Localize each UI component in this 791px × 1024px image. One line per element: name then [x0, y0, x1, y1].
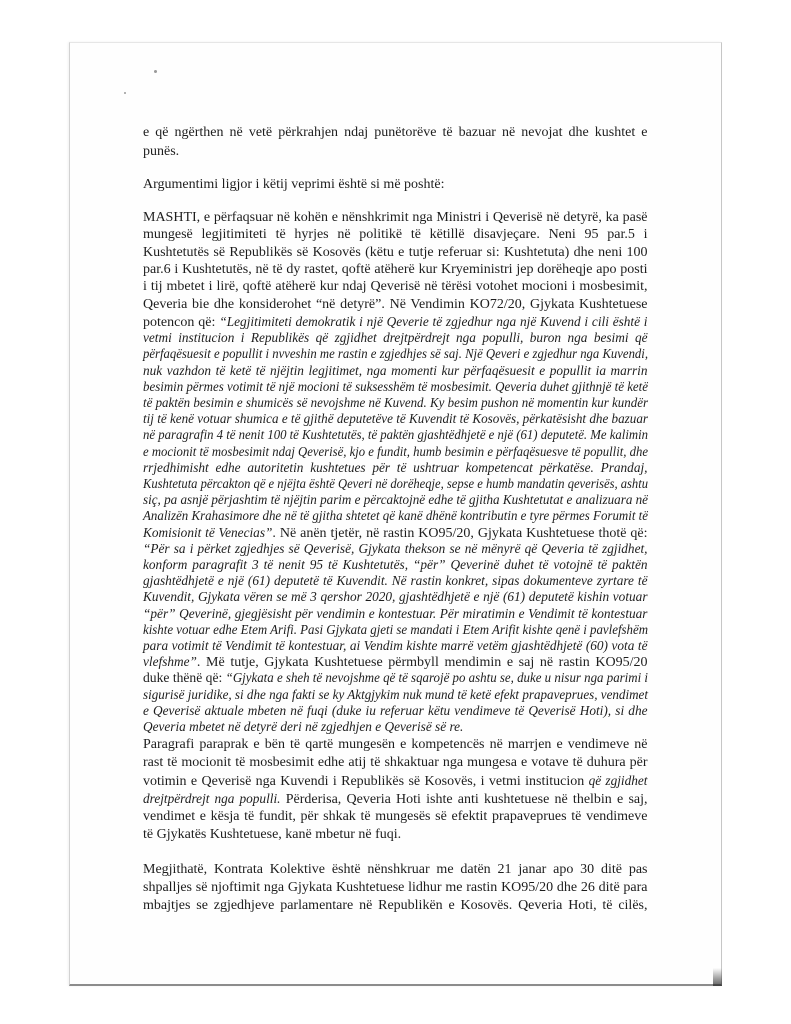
italic-quotation: tij të kenë votuar shumica e të gjithë deputetëve të Kuvendit të Kosovës, përkatësisht dhe bazuar [143, 411, 648, 427]
italic-quotation: Analizën Krahasimore dhe në të gjitha shtetet që kanë dhënë kontributin e tyre përmes Forumit të [143, 508, 648, 524]
text-line [143, 278, 648, 296]
document-text [143, 0, 648, 1024]
italic-quotation: gjashtëdhjetë e një (61) deputetë të Kuvendit. Në rastin konkret, sipas dokumenteve zyrtare të [143, 573, 648, 589]
italic-quotation: konform paragrafit 3 të nenit 95 të Kushtetutës, “për” Qeverinë duhet të votojnë të paktën [143, 557, 648, 572]
text-segment: MASHTI, e përfaqsuar në kohën e nënshkrimit nga Ministri i Qeverisë në detyrë, ka pasë [143, 210, 648, 225]
text-line [143, 879, 648, 897]
text-line [143, 244, 648, 262]
text-segment: . Më tutje, Gjykata Kushtetuese përmbyll mendimin e saj në rastin KO95/20 [196, 655, 648, 671]
text-segment: shpalljes së njoftimit nga Gjykata Kushtetuese lidhur me rastin KO95/20 dhe 26 ditë para [143, 880, 648, 895]
italic-quotation: “për” Qeverinë, gjegjësisht për vendimin e kontestuar. Për miratimin e Vendimit të kontestuar [143, 605, 648, 621]
italic-quotation: Qeveria mbetet në detyrë deri në zgjedhjen e Qeverisë së re. [143, 719, 464, 734]
text-line [143, 296, 648, 314]
text-line [143, 826, 648, 844]
line-content [143, 826, 401, 844]
italic-quotation: drejtpërdrejt nga populli. [143, 791, 281, 806]
line-content [143, 176, 444, 194]
italic-quotation: Kushtetuta përcakton që e njëjta është Qeveri në dorëheqje, sepse e humb mandatin qeverisës, ashtu [143, 476, 648, 491]
text-segment: mungesë legjitimiteti të hyrjes në politikë të këtillë disavjeçare. Neni 95 par.5 i [143, 227, 648, 243]
line-content [143, 790, 648, 809]
line-content [143, 124, 648, 142]
text-segment: duke thënë që: [143, 671, 226, 687]
text-segment: Megjithatë, Kontrata Kolektive është nënshkruar me datën 21 janar apo 30 ditë pas [143, 862, 648, 877]
italic-quotation: në paragrafin 4 të nenit 100 të Kushtetutës, të paktën gjashtëdhjetë e një (61) deputetë. Me kalimin [143, 427, 648, 443]
italic-quotation: besimin përmes votimit të një mocioni të suksesshëm të mosbesimit. Qeveria duhet gjithnjë të ketë [143, 378, 648, 394]
text-segment: Përderisa, Qeveria Hoti ishte anti kushtetuese në thelbin e saj, [280, 792, 648, 807]
text-line [143, 808, 648, 826]
line-content [143, 754, 648, 772]
italic-quotation: siç, pa asnjë përjashtim të njëjtin parim e përcaktojnë edhe të gjitha Kushtetutat e analizuara në [143, 492, 648, 508]
line-content [143, 143, 179, 161]
italic-quotation: Komisionit të Venecias” [143, 524, 273, 540]
italic-quotation: kishte votuar edhe Etem Arifi. Pasi Gjykata gjeti se mandati i Etem Arifit kishte qenë i pavlefshëm [143, 621, 648, 637]
text-line [143, 790, 648, 808]
text-segment: Qeveria bie dhe konsiderohet “në detyrë”. Në Vendimin KO72/20, Gjykata Kushtetuese [143, 296, 648, 312]
text-segment: punës. [143, 144, 180, 159]
line-content [143, 861, 648, 879]
line-content [143, 244, 648, 262]
text-line [143, 754, 648, 772]
line-content [143, 261, 648, 279]
italic-quotation: e mocionit të mosbesimit ndaj Qeverisë, kjo e fundit, humb besimin e përfaqësuesve të popullit, dhe [143, 443, 648, 459]
text-line [143, 176, 648, 194]
line-content [143, 296, 648, 314]
text-segment: rast të mocionit të mosbesimit edhe atij të shkaktuar nga mungesa e votave të duhura për [143, 755, 648, 770]
text-segment: të Gjykatës Kushtetuese, kanë mbetur në fuqi. [143, 827, 402, 842]
line-content [143, 879, 648, 897]
line-content [143, 772, 648, 791]
text-segment: Paragrafi paraprak e bën të qartë mungesën e kompetencës në marrjen e vendimeve në [143, 737, 648, 752]
italic-quotation: përfaqësuesit e popullit i nvveshin me rastin e zgjedhjes së saj. Një Qeveri e zgjedhur nga Kuvendi, [143, 346, 648, 362]
line-content [143, 736, 648, 754]
text-line [143, 861, 648, 879]
italic-quotation: të paktën besimin e shumicës së nevojshme në Kuvend. Ky besim pushon në momentin kur kundër [143, 395, 648, 410]
italic-quotation: “Legjitimiteti demokratik i një Qeverie të zgjedhur nga një Kuvend i cili është i [219, 313, 648, 329]
text-segment: votimin e Qeverisë nga Kuvendi i Republikës së Kosovës, i vetmi institucion [143, 774, 589, 789]
italic-quotation: para votimit të Vendimit të kontestuar, ai Vendim kishte marrë vetëm gjashtëdhjetë (60) vota të [143, 638, 648, 653]
text-segment: vendimet e kësja të fundit, për shkak të mungesës së efektit prapaveprues të vendimeve [143, 809, 648, 824]
text-segment: Kushtetutës së Republikës së Kosovës (këtu e tutje referuar si: Kushtetuta) dhe neni 100 [143, 244, 648, 260]
italic-quotation: “Për sa i përket zgjedhjes së Qeverisë, Gjykata thekson se në mënyrë që Qeveria të zgjidhet, [143, 540, 648, 556]
text-line [143, 143, 648, 161]
text-line [143, 897, 648, 915]
text-line [143, 261, 648, 279]
italic-quotation: “Gjykata e sheh të nevojshme që të sqarojë po ashtu se, duke u nisur nga parimi i [225, 670, 648, 686]
text-line [143, 736, 648, 754]
text-segment: i tij mbetet i lirë, qoftë atëherë kur ndaj Qeverisë në tërësi votohet mocioni i mosbesimit, [143, 279, 648, 295]
line-content [143, 897, 648, 915]
scan-speck [124, 92, 126, 94]
text-segment: . Në anën tjetër, në rastin KO95/20, Gjykata Kushtetuese thotë që: [272, 525, 648, 541]
text-segment: potencon që: [143, 314, 220, 330]
italic-quotation: që zgjidhet [588, 773, 648, 788]
text-line [143, 718, 648, 736]
line-content [143, 718, 463, 737]
text-line [143, 772, 648, 790]
italic-quotation: rrjedhimisht edhe autoritetin kushtetues për të ushtruar kompetencat përkatëse. Prandaj, [143, 459, 648, 475]
italic-quotation: nuk vazhdon të ketë të njëjtin legjitimet, nga momenti kur përfaqësuesit e popullit ia marrin [143, 362, 648, 378]
text-segment: e që ngërthen në vetë përkrahjen ndaj punëtorëve të bazuar në nevojat dhe kushtet e [143, 125, 648, 140]
line-content [143, 226, 648, 244]
italic-quotation: Kuvendit, Gjykata vëren se më 3 qershor 2020, gjashtëdhjetë e një (61) deputetë kishin votuar [143, 589, 648, 605]
text-segment: mbajtjes se zgjedhjeve parlamentare në Republikën e Kosovës. Qeveria Hoti, të cilës, [143, 898, 648, 913]
line-content [143, 278, 648, 296]
text-line [143, 209, 648, 227]
text-line [143, 226, 648, 244]
text-segment: par.6 i Kushtetutës, në të dy rastet, qoftë atëherë kur Kryeministri jep dorëheqje apo posti [143, 261, 648, 277]
page-corner-shadow [713, 968, 722, 986]
line-content [143, 808, 648, 826]
text-segment: Argumentimi ligjor i këtij veprimi është si më poshtë: [143, 177, 445, 192]
line-content [143, 209, 648, 227]
italic-quotation: sigurisë juridike, si dhe nga fakti se ky Aktgjykim nuk mund të ketë efekt prapaveprues, vendimet [143, 686, 648, 702]
italic-quotation: e Qeverisë aktuale mbeten në fuqi (duke iu referuar këtu vendimeve të Qeverisë Hoti), si dhe [143, 702, 648, 718]
italic-quotation: vetmi institucion i Republikës që zgjidhet drejtpërdrejt nga populli, buron nga besimi që [143, 330, 648, 346]
italic-quotation: vlefshme” [143, 654, 197, 670]
text-line [143, 124, 648, 142]
